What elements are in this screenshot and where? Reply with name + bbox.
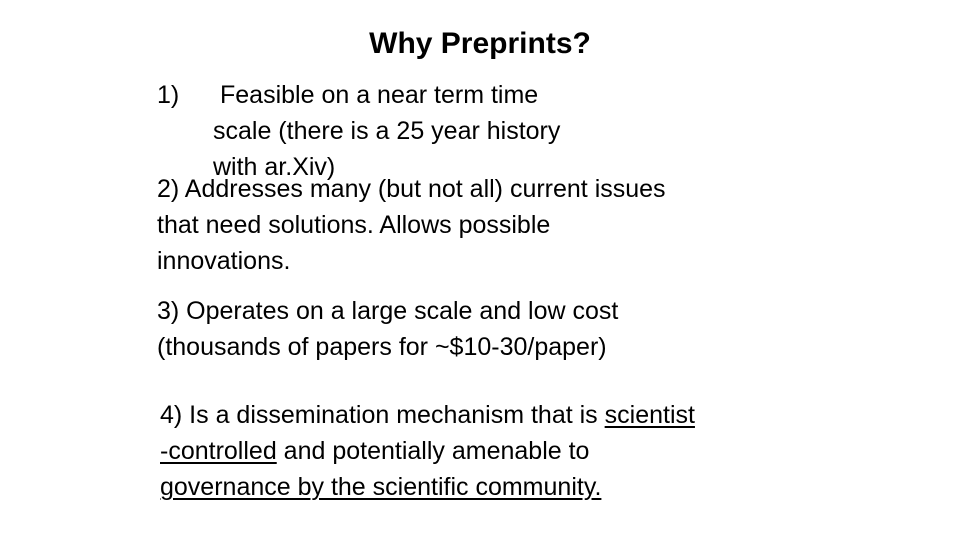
point-1-number: 1) (157, 81, 180, 109)
point-2-line-2: that need solutions. Allows possible (157, 211, 551, 239)
point-4-line-1 (160, 397, 695, 433)
slide-title: Why Preprints? (369, 27, 591, 60)
point-2-line-3: innovations. (157, 247, 291, 275)
point-1 (213, 77, 560, 185)
point-3-line-1: 3) Operates on a large scale and low cost (157, 297, 619, 325)
point-2-line-1: 2) Addresses many (but not all) current issues (157, 175, 666, 203)
point-1-line-3: with ar.Xiv) (213, 153, 336, 181)
point-1-line-2: scale (there is a 25 year history (213, 117, 561, 145)
point-4 (160, 397, 695, 505)
point-4-line-1-text: 4) Is a dissemination mechanism that is (160, 401, 605, 429)
point-4-line-2 (160, 433, 695, 469)
point-4-underlined-scientist: scientist (604, 401, 695, 429)
point-4-underlined-controlled: -controlled (160, 437, 277, 465)
point-3-line-2: (thousands of papers for ~$10-30/paper) (157, 333, 607, 361)
point-4-line-2-text: and potentially amenable to (276, 437, 590, 465)
point-4-underlined-governance: governance by the scientific community. (160, 473, 602, 501)
point-1-line-1: Feasible on a near term time (220, 81, 539, 109)
point-3 (157, 293, 618, 365)
point-2 (157, 171, 666, 279)
point-4-line-3 (160, 469, 695, 505)
